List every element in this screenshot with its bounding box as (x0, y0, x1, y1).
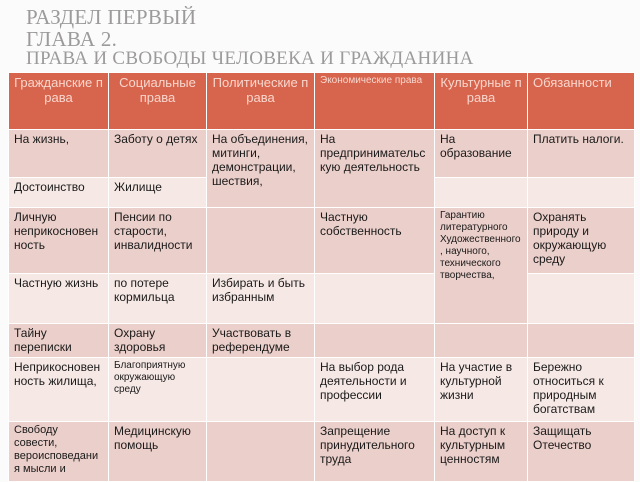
table-cell: На участие в культурной жизни (435, 358, 528, 422)
table-cell: Избирать и быть избранным (207, 274, 315, 324)
table-cell: Гарантию литературного Художественного, научного, технического творчества, (435, 208, 528, 324)
table-cell: Свободу совести, вероисповедания мысли и (9, 422, 109, 482)
table-cell (435, 178, 528, 208)
table-cell (207, 208, 315, 274)
table-cell: На доступ к культурным ценностям (435, 422, 528, 482)
table-cell: Участвовать в референдуме (207, 324, 315, 358)
table-cell (315, 274, 435, 324)
table-cell (528, 274, 635, 324)
table-cell: Личную неприкосновенность (9, 208, 109, 274)
table-cell (528, 324, 635, 358)
table-cell: На образование (435, 130, 528, 178)
table-cell: Охрану здоровья (109, 324, 207, 358)
table-cell: по потере кормильца (109, 274, 207, 324)
table-row (9, 422, 635, 482)
table-row (9, 358, 635, 422)
table-cell: На объединения, митинги, демонстрации, шествия, (207, 130, 315, 208)
header-civil-rights: Гражданские права (9, 73, 109, 130)
header-economic-rights: Экономические права (315, 73, 435, 130)
header-political-rights: Политические права (207, 73, 315, 130)
table-cell (207, 358, 315, 422)
chapter-title: ГЛАВА 2. (26, 27, 118, 51)
header-cultural-rights: Культурные права (435, 73, 528, 130)
header-social-rights: Социальные права (109, 73, 207, 130)
table-cell: На выбор рода деятельности и профессии (315, 358, 435, 422)
table-cell (315, 324, 435, 358)
table-cell: На предпринимательскую деятельность (315, 130, 435, 208)
table-cell: Частную собственность (315, 208, 435, 274)
table-cell: Заботу о детях (109, 130, 207, 178)
table-row (9, 324, 635, 358)
table-header-row (9, 73, 635, 130)
table-row (9, 130, 635, 178)
section-title: РАЗДЕЛ ПЕРВЫЙ (26, 5, 197, 29)
table-cell: Частную жизнь (9, 274, 109, 324)
table-cell: Охранять природу и окружающую среду (528, 208, 635, 274)
table-cell: Бережно относиться к природным богатствам (528, 358, 635, 422)
header-duties: Обязанности (528, 73, 635, 130)
table-row (9, 208, 635, 274)
table-cell: Защищать Отечество (528, 422, 635, 482)
table-cell: На жизнь, (9, 130, 109, 178)
rights-table (8, 72, 635, 482)
table-cell: Медицинскую помощь (109, 422, 207, 482)
table-cell (528, 178, 635, 208)
table-cell: Неприкосновенность жилища, (9, 358, 109, 422)
table-cell: Пенсии по старости, инвалидности (109, 208, 207, 274)
chapter-subtitle: ПРАВА И СВОБОДЫ ЧЕЛОВЕКА И ГРАЖДАНИНА (26, 48, 474, 69)
table-cell: Запрещение принудительного труда (315, 422, 435, 482)
table-cell: Жилище (109, 178, 207, 208)
table-cell: Тайну переписки (9, 324, 109, 358)
table-cell (435, 324, 528, 358)
table-cell (207, 422, 315, 482)
table-cell: Благоприятную окружающую среду (109, 358, 207, 422)
table-cell: Достоинство (9, 178, 109, 208)
table-cell: Платить налоги. (528, 130, 635, 178)
table-row (9, 274, 635, 324)
